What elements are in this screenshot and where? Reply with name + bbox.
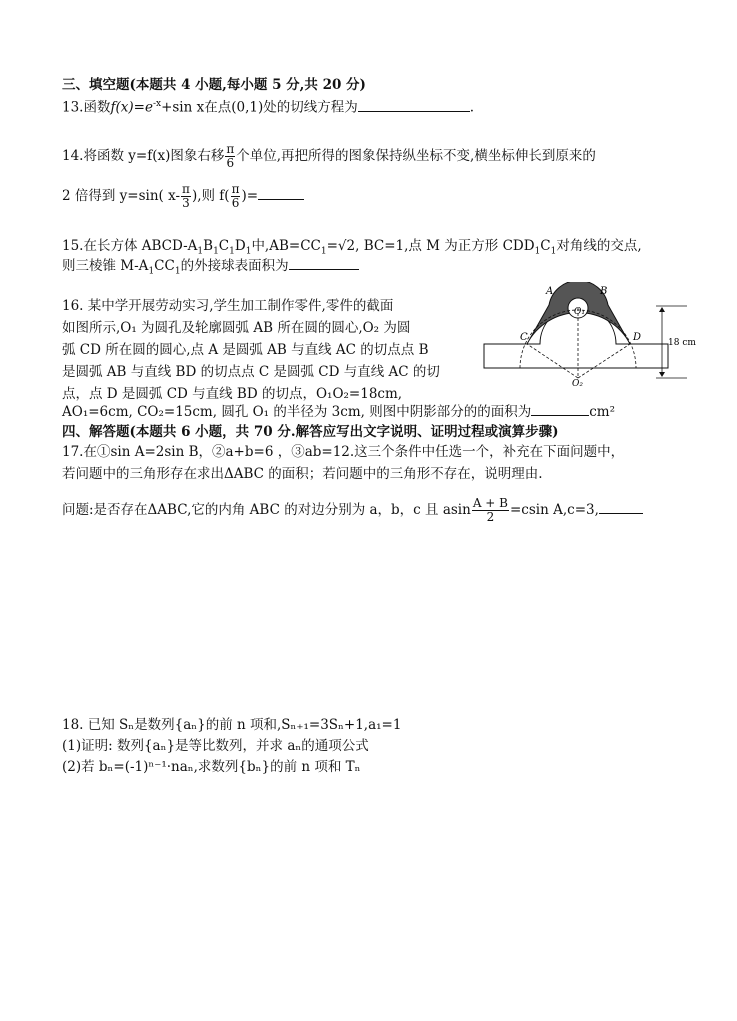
answer-blank[interactable]	[358, 99, 470, 112]
label-d: D	[633, 332, 642, 343]
question-18-line3: (2)若 bₙ=(-1)ⁿ⁻¹·naₙ,求数列{bₙ}的前 n 项和 Tₙ	[62, 759, 361, 775]
question-17-line2: 若问题中的三角形存在求出ΔABC 的面积；若问题中的三角形不存在，说明理由.	[62, 466, 543, 482]
label-c: C	[520, 332, 528, 343]
question-16-line6: AO₁=6cm, CO₂=15cm, 圆孔 O₁ 的半径为 3cm, 则图中阴影部分的的面积为 cm²	[62, 404, 615, 420]
question-14-line1: 14.将函数 y=f(x)图象右移 $\frac{\pi}{6}$ 个单位,再把所得的图象保持纵坐标不变,横坐标伸长到原来的	[62, 142, 596, 170]
label-b: B	[600, 286, 608, 297]
question-18-line2: (1)证明: 数列{aₙ}是等比数列，并求 aₙ的通项公式	[62, 738, 369, 754]
part-cross-section-figure	[482, 282, 702, 387]
section4-heading: 四、解答题(本题共 6 小题，共 70 分.解答应写出文字说明、证明过程或演算步骤)	[62, 424, 559, 440]
question-16-line5: 点，点 D 是圆弧 CD 与直线 BD 的切点，O₁O₂=18cm,	[62, 386, 403, 402]
label-o1: O₁	[574, 307, 585, 317]
answer-blank[interactable]	[258, 187, 304, 200]
question-16-line2: 如图所示,O₁ 为圆孔及轮廓圆弧 AB 所在圆的圆心,O₂ 为圆	[62, 320, 411, 336]
question-13: 13.函数$f(x)=e^{-x}+\sin$ x在点(0,1)处的切线方程为 .	[62, 99, 475, 116]
question-16-line1: 16. 某中学开展劳动实习,学生加工制作零件,零件的截面	[62, 298, 394, 314]
question-16-line4: 是圆弧 AB 与直线 BD 的切点点 C 是圆弧 CD 与直线 AC 的切	[62, 364, 440, 380]
question-18-line1: 18. 已知 Sₙ是数列{aₙ}的前 n 项和,Sₙ₊₁=3Sₙ+1,a₁=1	[62, 717, 402, 733]
answer-blank[interactable]	[599, 501, 643, 514]
label-a: A	[546, 286, 554, 297]
answer-blank[interactable]	[289, 257, 359, 270]
question-17-line3: 问题:是否存在ΔABC,它的内角 ABC 的对边分别为 a，b，c 且 asin $\frac{A + B}{2}$ =csin A,c=3,	[62, 497, 643, 524]
dimension-label: 18 cm	[668, 338, 696, 348]
question-17-line1: 17.在①sin A=2sin B，②a+b=6 ，③ab=12.这三个条件中任选一个，补充在下面问题中，	[62, 444, 625, 460]
question-15-line2: 则三棱锥 $M-A_1CC_1$的外接球表面积为	[62, 257, 359, 281]
question-14-line2: 2 倍得到 y=sin( x- $\frac{\pi}{3}$ ),则 f( $\frac{\pi}{6}$ )=	[62, 183, 304, 210]
label-o2: O₂	[572, 379, 583, 387]
answer-blank[interactable]	[531, 403, 589, 416]
question-16-line3: 弧 CD 所在圆的圆心,点 A 是圆弧 AB 与直线 AC 的切点点 B	[62, 342, 429, 358]
question-15-line1: 15.在长方体 ABCD-$A_1B_1C_1D_1$中$,AB=CC_1=√2$, BC=1,点 M 为正方形 $CDD_1C_1$对角线的交点,	[62, 238, 642, 257]
section3-heading: 三、填空题(本题共 4 小题,每小题 5 分,共 20 分)	[62, 77, 366, 93]
